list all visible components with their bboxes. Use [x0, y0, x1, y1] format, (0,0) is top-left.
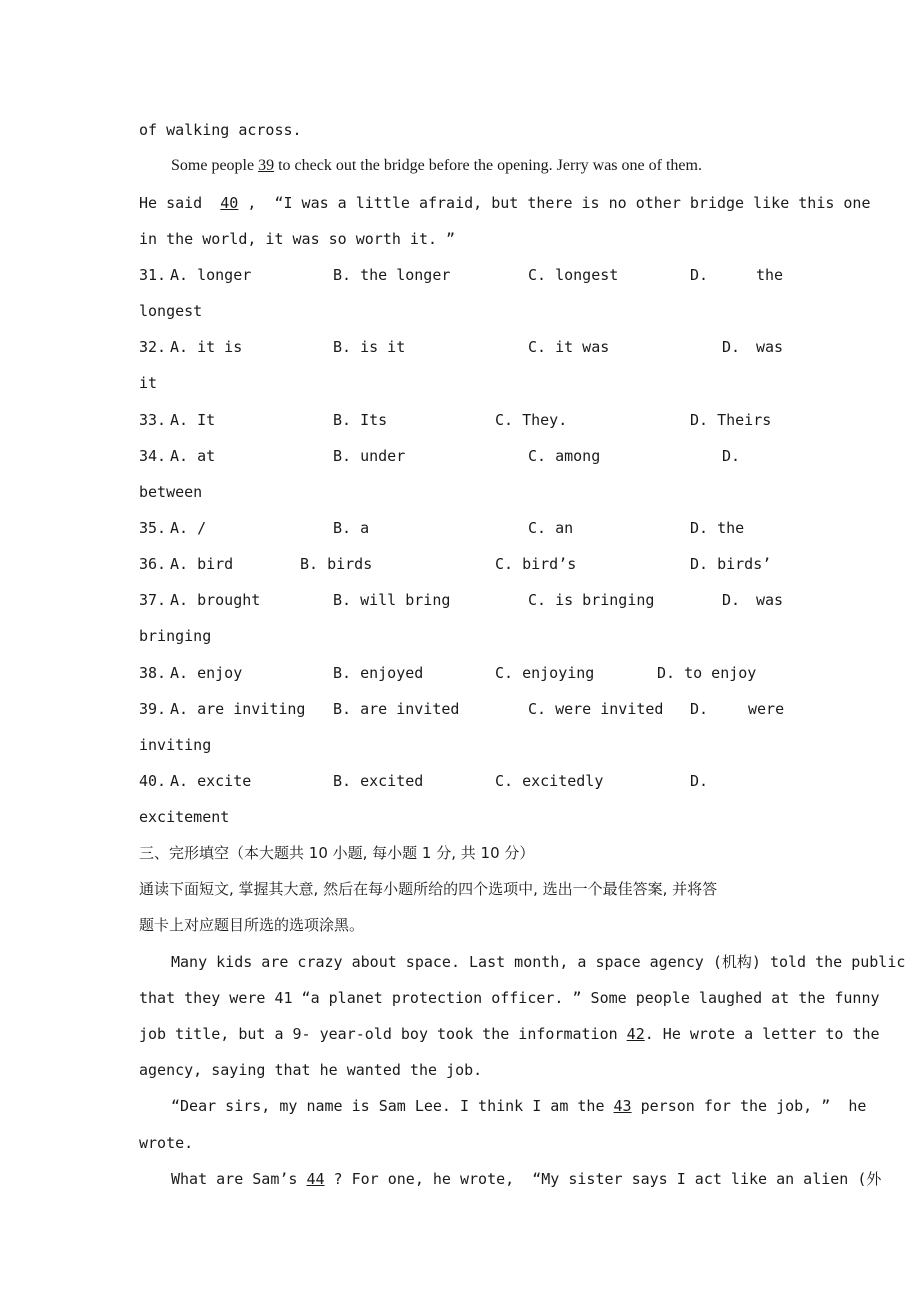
option-d: D. Theirs: [690, 411, 772, 429]
passage-line: [171, 1096, 866, 1116]
option-c: C. it was: [528, 338, 610, 356]
option-b: B. enjoyed: [333, 664, 424, 682]
option-a: A. it is: [170, 338, 243, 356]
option-a: A. longer: [170, 266, 252, 284]
passage-line: wrote.: [139, 1134, 194, 1152]
passage-line: agency, saying that he wanted the job.: [139, 1061, 483, 1079]
passage-text: He said: [139, 194, 221, 212]
option-a: A. enjoy: [170, 664, 243, 682]
option-b: B. birds: [300, 555, 373, 573]
question-number: 36.: [139, 555, 167, 573]
blank-42: 42: [626, 1025, 645, 1043]
option-d-wrap: longest: [139, 302, 203, 320]
blank-43: 43: [613, 1097, 632, 1115]
option-d-wrap: bringing: [139, 627, 212, 645]
option-b: B. will bring: [333, 591, 451, 609]
passage-text: . He wrote a letter to the: [644, 1025, 880, 1043]
question-number: 39.: [139, 700, 167, 718]
option-b: B. the longer: [333, 266, 451, 284]
option-d-wrap: excitement: [139, 808, 230, 826]
passage-line: Many kids are crazy about space. Last month, a space agency (机构) told the public: [171, 953, 906, 971]
blank-40: 40: [220, 194, 239, 212]
option-a: A. /: [170, 519, 207, 537]
question-number: 38.: [139, 664, 167, 682]
option-d-letter: D.: [690, 772, 709, 790]
option-a: A. at: [170, 447, 216, 465]
option-d-wrap: it: [139, 374, 158, 392]
option-d: D. birds’: [690, 555, 772, 573]
option-d-text: was: [756, 338, 784, 356]
section-heading: 三、完形填空（本大题共 10 小题, 每小题 1 分, 共 10 分）: [139, 844, 535, 862]
option-d: D. the: [690, 519, 745, 537]
passage-line: [171, 1169, 881, 1189]
option-d-letter: D.: [690, 266, 709, 284]
option-d-letter: D.: [690, 700, 709, 718]
option-d-letter: D.: [722, 338, 741, 356]
option-d-text: were: [748, 700, 785, 718]
option-b: B. Its: [333, 411, 388, 429]
question-number: 40.: [139, 772, 167, 790]
option-d-wrap: inviting: [139, 736, 212, 754]
option-b: B. excited: [333, 772, 424, 790]
passage-line: [139, 1024, 880, 1044]
option-a: A. are inviting: [170, 700, 306, 718]
passage-text: Some people: [171, 157, 259, 174]
option-c: C. They.: [495, 411, 568, 429]
option-a: A. brought: [170, 591, 261, 609]
option-a: A. It: [170, 411, 216, 429]
option-d-text: was: [756, 591, 784, 609]
blank-44: 44: [306, 1170, 325, 1188]
passage-line: [139, 193, 871, 213]
question-number: 32.: [139, 338, 167, 356]
question-number: 35.: [139, 519, 167, 537]
passage-line: in the world, it was so worth it. ”: [139, 230, 456, 248]
option-b: B. under: [333, 447, 406, 465]
option-a: A. bird: [170, 555, 234, 573]
option-d: D. to enjoy: [657, 664, 757, 682]
question-number: 37.: [139, 591, 167, 609]
passage-text: , “I was a little afraid, but there is no other bridge like this one: [238, 194, 871, 212]
option-b: B. are invited: [333, 700, 460, 718]
question-number: 31.: [139, 266, 167, 284]
option-d-text: the: [756, 266, 784, 284]
passage-line: [171, 156, 702, 176]
section-instructions: 题卡上对应题目所选的选项涂黑。: [139, 916, 365, 934]
option-c: C. is bringing: [528, 591, 655, 609]
question-number: 33.: [139, 411, 167, 429]
option-b: B. is it: [333, 338, 406, 356]
blank-39: 39: [258, 157, 275, 174]
option-c: C. enjoying: [495, 664, 595, 682]
passage-line: that they were 41 “a planet protection officer. ” Some people laughed at the funny: [139, 989, 880, 1007]
option-c: C. an: [528, 519, 574, 537]
option-c: C. longest: [528, 266, 619, 284]
option-c: C. excitedly: [495, 772, 604, 790]
question-number: 34.: [139, 447, 167, 465]
option-c: C. were invited: [528, 700, 664, 718]
passage-text: to check out the bridge before the opening. Jerry was one of them.: [274, 157, 702, 174]
passage-text: What are Sam’s: [171, 1170, 307, 1188]
passage-line: of walking across.: [139, 121, 302, 139]
option-a: A. excite: [170, 772, 252, 790]
option-b: B. a: [333, 519, 370, 537]
option-d-letter: D.: [722, 447, 741, 465]
passage-text: job title, but a 9- year-old boy took the information: [139, 1025, 627, 1043]
section-instructions: 通读下面短文, 掌握其大意, 然后在每小题所给的四个选项中, 选出一个最佳答案, 并将答: [139, 880, 718, 898]
option-d-letter: D.: [722, 591, 741, 609]
passage-text: person for the job, ” he: [631, 1097, 867, 1115]
option-c: C. among: [528, 447, 601, 465]
passage-text: ? For one, he wrote, “My sister says I act like an alien (外: [324, 1170, 882, 1188]
option-d-wrap: between: [139, 483, 203, 501]
option-c: C. bird’s: [495, 555, 577, 573]
passage-text: “Dear sirs, my name is Sam Lee. I think I am the: [171, 1097, 614, 1115]
